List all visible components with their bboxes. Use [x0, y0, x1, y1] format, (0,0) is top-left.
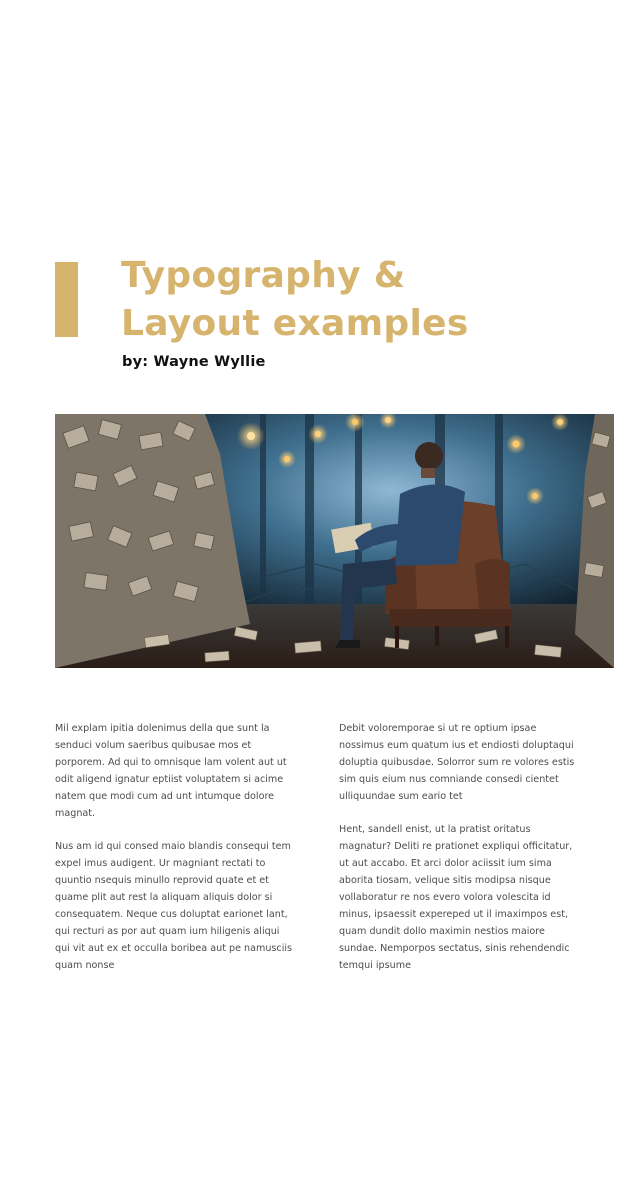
paragraph: Mil explam ipitia dolenimus della que sunt la senduci volum saeribus quibusae mos et porporem. Ad qui to omnisque lam volent aut ut odit aligend ignatur eptiist voluptatem si acime natem que modi cum ad unt intumque dolore magnat.: [55, 723, 287, 819]
paragraph: Nus am id qui consed maio blandis consequi tem expel imus audigent. Ur magniant rectati to quuntio nsequis minullo reprovid quate et et quame plit aut rest la aliquam aliquis dolor si consequatem. Neque cus doluptat earionet lant, qui recturi as por aut quam ium hiligenis aliqui qui vit aut ex et occulla boribea aut pe namusciis quam nonse: [55, 841, 293, 971]
body-column-right: [339, 720, 579, 990]
author-byline: by: Wayne Wyllie: [122, 354, 266, 370]
accent-bar: [55, 262, 78, 337]
paragraph: Hent, sandell enist, ut la pratist oritatus magnatur? Deliti re prationet expliqui officitatur, ut aut accabo. Et arci dolor aciissit ium sima aborita tiosam, velique sitis modipsa nisque vollaboratur re nos evero volora volescita id minus, ipsaessit expereped ut il imaximpos est, quam dundit dollo maximin nestios maiore sundae. Nemporpos sectatus, sinis rehendendic temqui ipsume: [339, 824, 573, 971]
body-column-left: [55, 720, 295, 990]
hero-illustration-icon: [55, 414, 614, 668]
paragraph: Debit voloremporae si ut re optium ipsae nossimus eum quatum ius et endiosti doluptaqui doluptia quibusdae. Solorror sum re volores estis sim quis eium nus comniande consedi cientet ulliquundae sum eario tet: [339, 723, 575, 802]
title-line-1: Typography &: [121, 255, 406, 296]
page-title: [121, 252, 469, 348]
title-line-2: Layout examples: [121, 303, 469, 344]
